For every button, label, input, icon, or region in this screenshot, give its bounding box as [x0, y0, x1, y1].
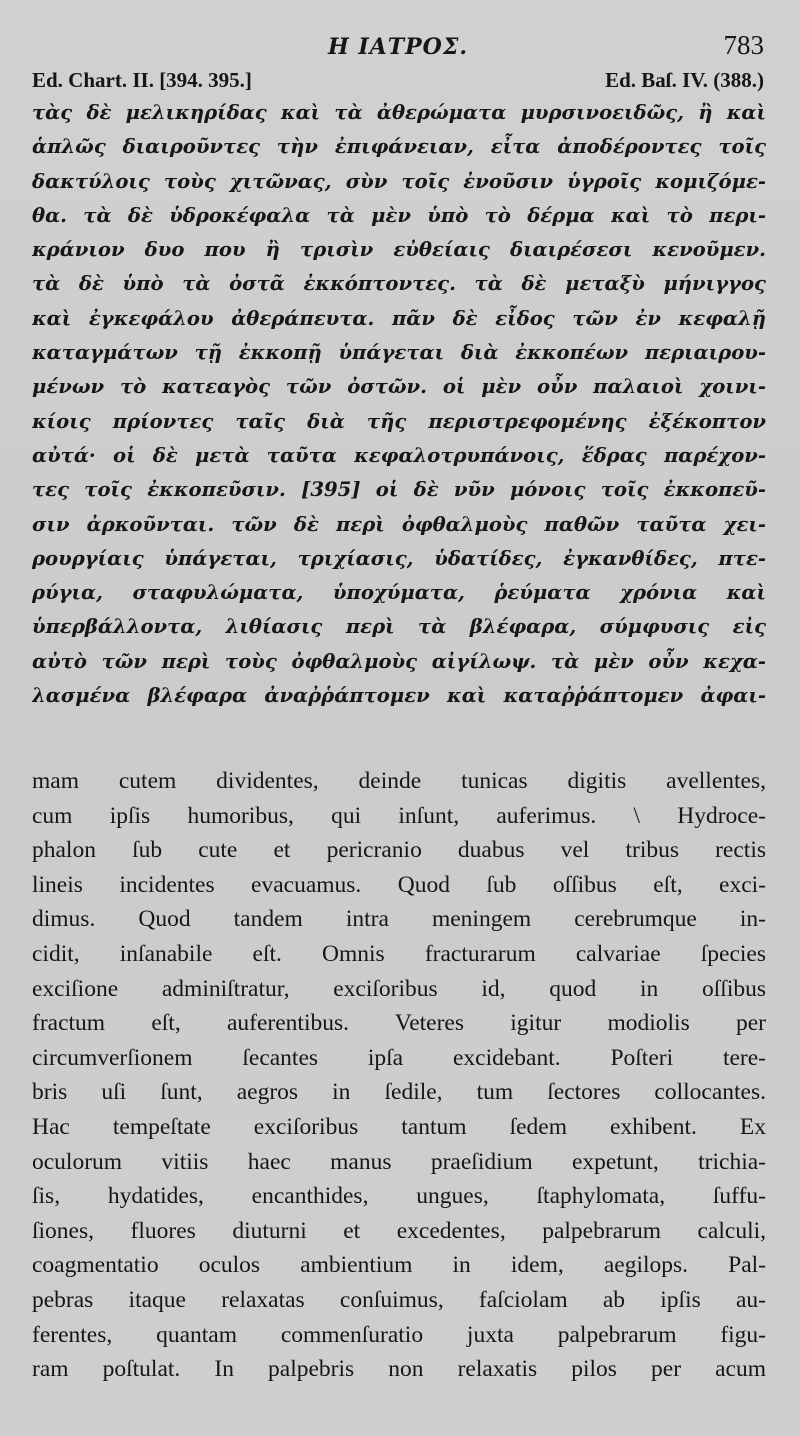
latin-text-line: fractum eſt, auferentibus. Veteres igitur modiolis per — [32, 1010, 766, 1037]
latin-text-line: circumverſionem ſecantes ipſa excidebant. Poſteri tere- — [32, 1044, 766, 1071]
latin-text-line: oculorum vitiis haec manus praeſidium expetunt, trichia- — [32, 1148, 766, 1175]
latin-text-line: pebras itaque relaxatas conſuimus, faſciolam ab ipſis au- — [32, 1286, 766, 1313]
latin-text-line: Hac tempeſtate exciſoribus tantum ſedem exhibent. Ex — [32, 1113, 766, 1140]
latin-text-line: mam cutem dividentes, deinde tunicas digitis avellentes, — [32, 768, 766, 794]
latin-text-line: ferentes, quantam commenſuratio juxta palpebrarum figu- — [32, 1321, 766, 1348]
running-head — [32, 30, 764, 64]
greek-text-line: σιν ἀρκοῦνται. τῶν δὲ περὶ ὀφθαλμοὺς παθῶν ταῦτα χει- — [32, 512, 766, 536]
latin-text-line: ſiones, fluores diuturni et excedentes, palpebrarum calculi, — [32, 1217, 766, 1244]
greek-text-line: τες τοῖς ἐκκοπεῦσιν. [395] οἱ δὲ νῦν μόνοις τοῖς ἐκκοπεῦ- — [32, 478, 766, 502]
edition-reference-basel: Ed. Baſ. IV. (388.) — [605, 68, 764, 92]
latin-text-line: dimus. Quod tandem intra meningem cerebrumque in- — [32, 906, 766, 933]
greek-text-line: ρύγια, σταφυλώματα, ὑποχύματα, ῥεύματα χρόνια καὶ — [32, 581, 766, 605]
greek-text-line: κίοις πρίοντες ταῖς διὰ τῆς περιστρεφομένης ἐξέκοπτον — [32, 409, 766, 433]
latin-text-line: cidit, inſanabile eſt. Omnis fracturarum calvariae ſpecies — [32, 940, 766, 967]
greek-text-line: θα. τὰ δὲ ὑδροκέφαλα τὰ μὲν ὑπὸ τὸ δέρμα καὶ τὸ περι- — [32, 203, 766, 227]
greek-text-block — [32, 96, 766, 713]
greek-text-line: ἁπλῶς διαιροῦντες τὴν ἐπιφάνειαν, εἶτα ἀποδέροντες τοῖς — [32, 135, 766, 159]
latin-text-line: coagmentatio oculos ambientium in idem, aegilops. Pal- — [32, 1252, 766, 1279]
greek-text-line: καταγμάτων τῇ ἐκκοπῇ ὑπάγεται διὰ ἐκκοπέων περιαιρου- — [32, 341, 766, 365]
greek-text-line: μένων τὸ κατεαγὸς τῶν ὀστῶν. οἱ μὲν οὖν παλαιοὶ χοινι- — [32, 375, 766, 399]
greek-text-line: κράνιον δυο που ἢ τρισὶν εὐθείαις διαιρέσεσι κενοῦμεν. — [32, 238, 766, 262]
latin-text-line: exciſione adminiſtratur, exciſoribus id, quod in oſſibus — [32, 975, 766, 1002]
latin-text-line: phalon ſub cute et pericranio duabus vel tribus rectis — [32, 837, 766, 864]
greek-text-line: τὰ δὲ ὑπὸ τὰ ὀστᾶ ἐκκόπτοντες. τὰ δὲ μεταξὺ μήνιγγος — [32, 272, 766, 296]
latin-text-line: lineis incidentes evacuamus. Quod ſub oſſibus eſt, exci- — [32, 871, 766, 898]
greek-text-line: αὐτά· οἱ δὲ μετὰ ταῦτα κεφαλοτρυπάνοις, ἕδρας παρέχον- — [32, 443, 766, 467]
greek-text-line: ὑπερβάλλοντα, λιθίασις περὶ τὰ βλέφαρα, σύμφυσις εἰς — [32, 615, 766, 639]
greek-text-line: ρουργίαις ὑπάγεται, τριχίασις, ὑδατίδες, ἐγκανθίδες, πτε- — [32, 546, 766, 570]
greek-text-line: τὰς δὲ μελικηρίδας καὶ τὰ ἀθερώματα μυρσινοειδῶς, ἢ καὶ — [32, 101, 766, 124]
latin-text-line: bris uſi ſunt, aegros in ſedile, tum ſectores collocantes. — [32, 1079, 766, 1106]
latin-text-line: cum ipſis humoribus, qui inſunt, auferimus. \ Hydroce- — [32, 802, 766, 829]
greek-text-line: αὐτὸ τῶν περὶ τοὺς ὀφθαλμοὺς αἰγίλωψ. τὰ μὲν οὖν κεχα- — [32, 649, 766, 673]
latin-text-line: ſis, hydatides, encanthides, ungues, ſtaphylomata, ſuffu- — [32, 1183, 766, 1210]
greek-text-line: λασμένα βλέφαρα ἀναῤῥάπτομεν καὶ καταῤῥάπτομεν ἀφαι- — [32, 684, 766, 708]
running-title: Η ΙΑΤΡΟΣ. — [327, 34, 469, 60]
edition-reference-line — [32, 68, 764, 96]
edition-reference-chartier: Ed. Chart. II. [394. 395.] — [32, 68, 252, 92]
greek-text-line: δακτύλοις τοὺς χιτῶνας, σὺν τοῖς ἐνοῦσιν ὑγροῖς κομιζόμε- — [32, 169, 766, 193]
greek-text-line: καὶ ἐγκεφάλου ἀθεράπευτα. πᾶν δὲ εἶδος τῶν ἐν κεφαλῇ — [32, 306, 766, 330]
latin-text-block — [32, 764, 766, 1387]
latin-text-line: ram poſtulat. In palpebris non relaxatis pilos per acum — [32, 1356, 766, 1383]
page-number: 783 — [723, 30, 764, 60]
